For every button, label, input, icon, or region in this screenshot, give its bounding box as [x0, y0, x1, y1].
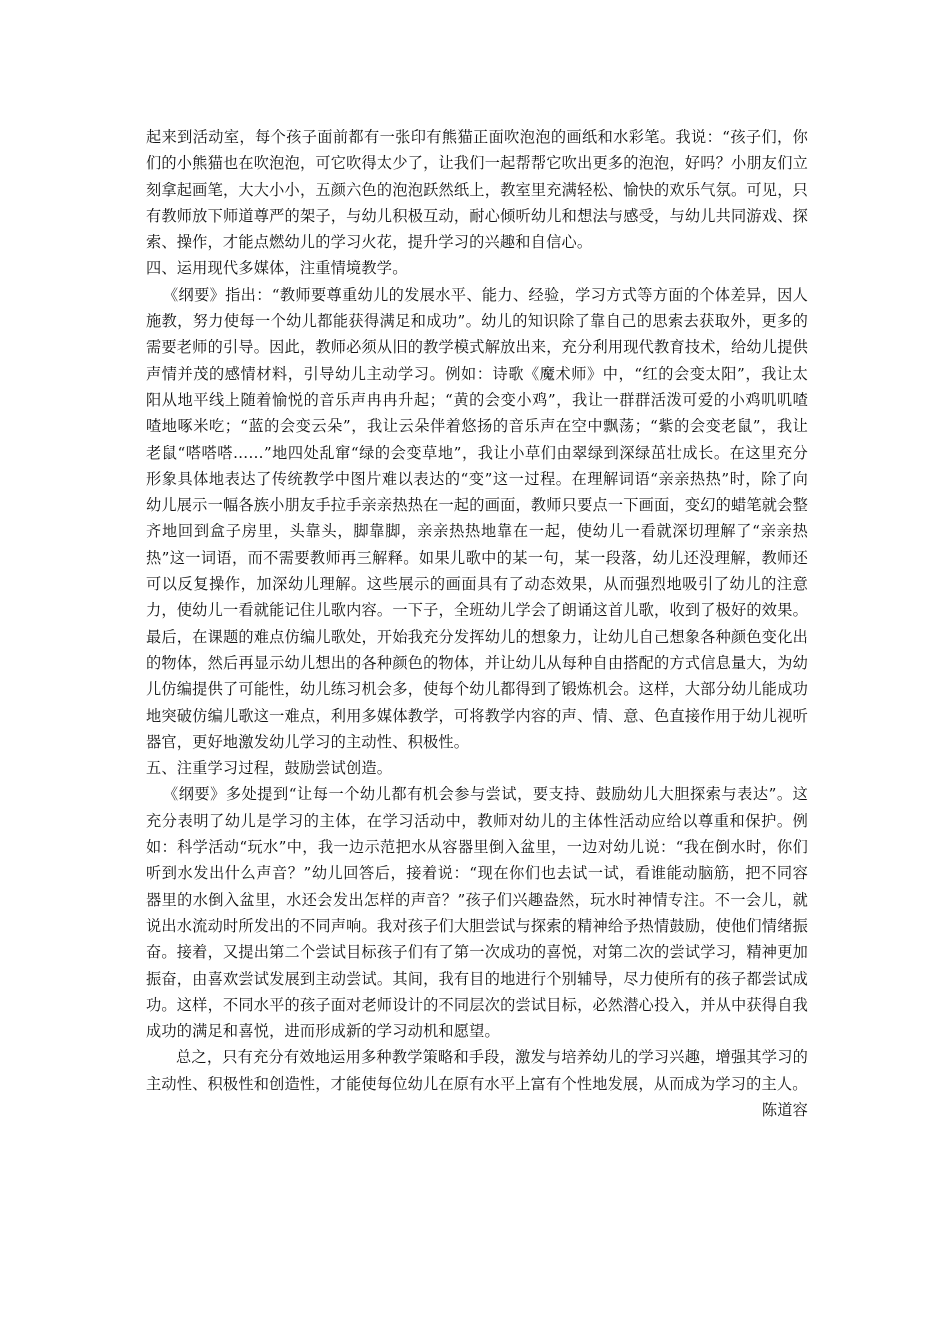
- author-signature: 陈道容: [761, 1100, 808, 1119]
- section-heading-5: 五、注重学习过程，鼓励尝试创造。: [146, 759, 393, 778]
- paragraph-conclusion: 总之，只有充分有效地运用多种教学策略和手段，激发与培养幼儿的学习兴趣，增强其学习的主动性、积极性和创造性，才能使每位幼儿在原有水平上富有个性地发展，从而成为学习的主人。: [146, 1048, 808, 1093]
- paragraph-continuation: 起来到活动室，每个孩子面前都有一张印有熊猫正面吹泡泡的画纸和水彩笔。我说：“孩子们，你们的小熊猫也在吹泡泡，可它吹得太少了，让我们一起帮帮它吹出更多的泡泡，好吗？小朋友们立刻拿起画笔，大大小小，五颜六色的泡泡跃然纸上，教室里充满轻松、愉快的欢乐气氛。可见，只有教师放下师道尊严的架子，与幼儿积极互动，耐心倾听幼儿和想法与感受，与幼儿共同游戏、探索、操作，才能点燃幼儿的学习火花，提升学习的兴趣和自信心。: [146, 128, 808, 252]
- document-body: [146, 124, 808, 1123]
- paragraph-multimedia: 《纲要》指出：“教师要尊重幼儿的发展水平、能力、经验，学习方式等方面的个体差异，因人施教，努力使每一个幼儿都能获得满足和成功”。幼儿的知识除了靠自己的思索去获取外，更多的需要老师的引导。因此，教师必须从旧的教学模式解放出来，充分利用现代教育技术，给幼儿提供声情并茂的感情材料，引导幼儿主动学习。例如：诗歌《魔术师》中，“红的会变太阳”，我让太阳从地平线上随着愉悦的音乐声冉冉升起；“黄的会变小鸡”，我让一群群活泼可爱的小鸡叽叽喳喳地啄米吃；“蓝的会变云朵”，我让云朵伴着悠扬的音乐声在空中飘荡；“紫的会变老鼠”，我让老鼠“嗒嗒嗒……”地四处乱窜“绿的会变草地”，我让小草们由翠绿到深绿茁壮成长。在这里充分形象具体地表达了传统教学中图片难以表达的“变”这一过程。在理解词语“亲亲热热”时，除了向幼儿展示一幅各族小朋友手拉手亲亲热热在一起的画面，教师只要点一下画面，变幻的蜡笔就会整齐地回到盒子房里，头靠头，脚靠脚，亲亲热热地靠在一起，使幼儿一看就深切理解了“亲亲热热”这一词语，而不需要教师再三解释。如果儿歌中的某一句，某一段落，幼儿还没理解，教师还可以反复操作，加深幼儿理解。这些展示的画面具有了动态效果，从而强烈地吸引了幼儿的注意力，使幼儿一看就能记住儿歌内容。一下子，全班幼儿学会了朗诵这首儿歌，收到了极好的效果。最后，在课题的难点仿编儿歌处，开始我充分发挥幼儿的想象力，让幼儿自己想象各种颜色变化出的物体，然后再显示幼儿想出的各种颜色的物体，并让幼儿从每种自由搭配的方式信息量大，为幼儿仿编提供了可能性，幼儿练习机会多，使每个幼儿都得到了锻炼机会。这样，大部分幼儿能成功地突破仿编儿歌这一难点，利用多媒体教学，可将教学内容的声、情、意、色直接作用于幼儿视听器官，更好地激发幼儿学习的主动性、积极性。: [146, 285, 808, 751]
- section-heading-4: 四、运用现代多媒体，注重情境教学。: [146, 259, 408, 278]
- paragraph-trial-creation: 《纲要》多处提到“让每一个幼儿都有机会参与尝试，要支持、鼓励幼儿大胆探索与表达”。这充分表明了幼儿是学习的主体，在学习活动中，教师对幼儿的主体性活动应给以尊重和保护。例如：科学活动“玩水”中，我一边示范把水从容器里倒入盆里，一边对幼儿说：“我在倒水时，你们听到水发出什么声音？”幼儿回答后，接着说：“现在你们也去试一试，看谁能动脑筋，把不同容器里的水倒入盆里，水还会发出怎样的声音？”孩子们兴趣盎然，玩水时神情专注。不一会儿，就说出水流动时所发出的不同声响。我对孩子们大胆尝试与探索的精神给予热情鼓励，使他们情绪振奋。接着，又提出第二个尝试目标孩子们有了第一次成功的喜悦，对第二次的尝试学习，精神更加振奋，由喜欢尝试发展到主动尝试。其间，我有目的地进行个别辅导，尽力使所有的孩子都尝试成功。这样，不同水平的孩子面对老师设计的不同层次的尝试目标，必然潜心投入，并从中获得自我成功的满足和喜悦，进而形成新的学习动机和愿望。: [146, 785, 808, 1041]
